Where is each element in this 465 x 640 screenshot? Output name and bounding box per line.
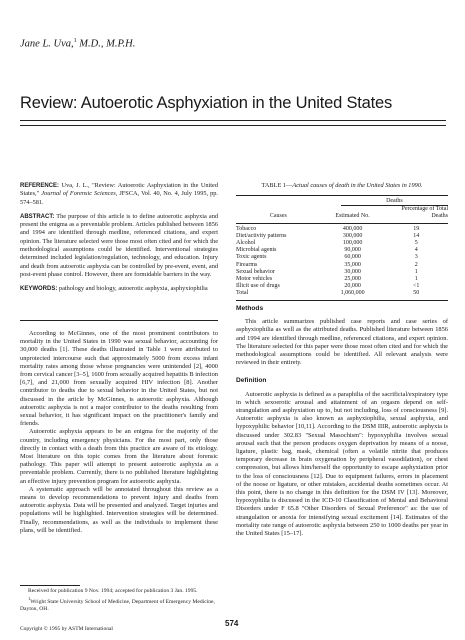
author-degrees: M.D., M.P.H. (79, 38, 136, 50)
footnotes (20, 588, 218, 613)
title-rule-top (20, 120, 446, 121)
table-row: Microbial agents 90,000 4 (236, 247, 418, 254)
keywords-paragraph (20, 285, 218, 293)
table-group-header-row (236, 196, 448, 206)
abstract-block (20, 182, 218, 300)
table-title-caption: Actual causes of death in the United States in 1990. (292, 182, 423, 189)
table-header-row (236, 206, 448, 223)
reference-tail: JFSCA, Vol. 40, No. 4, July 1995, pp. 574–581. (20, 190, 219, 206)
author-name: Jane L. Uva, (20, 38, 74, 50)
table-row: Tobacco 400,000 19 (236, 225, 420, 232)
table-title-prefix: TABLE 1— (261, 182, 293, 189)
deaths-group-header: Deaths (321, 196, 448, 206)
methods-heading: Methods (236, 305, 264, 312)
table-total-row: Total 1,060,000 50 (236, 290, 448, 300)
table-row: Firearms 35,000 2 (236, 261, 418, 268)
col-header-percentage: Percentage of Total Deaths (401, 206, 448, 220)
affiliation-text: Wright State University School of Medicine, Department of Emergency Medicine, Dayton, OH. (20, 598, 215, 612)
table-row: Alcohol 100,000 5 (236, 240, 418, 247)
table-row: Illicit use of drugs 20,000 <1 (236, 283, 420, 290)
reference-label: REFERENCE: (20, 183, 60, 189)
table-row: Diet/activity patterns 300,000 14 (236, 232, 420, 239)
reference-paragraph (20, 182, 218, 207)
keywords-label: KEYWORDS: (20, 286, 58, 293)
table-row: Toxic agents 60,000 3 (236, 254, 418, 261)
col-header-causes: Causes (269, 213, 287, 220)
abstract-label: ABSTRACT: (20, 213, 55, 220)
table-title (236, 182, 448, 189)
article-title: Review: Autoerotic Asphyxiation in the United States (20, 94, 393, 112)
reference-text: Uva, J. L., "Review: Autoerotic Asphyxiation in the United States," (20, 182, 218, 198)
definition-paragraph: Autoerotic asphyxia is defined as a paraphilia of the sacrificial/expiratory type in which sexoerotic arousal and attainment of an orgasm depend on self-strangulation and asphyxiation up to, but not including, loss of consciousness [9]. Autoerotic asphyxia is also known as asphyxiophilia, sexual asphyxia, and hypoxyphilic behavior [10,11]. According to the DSM IIIR, autoerotic asphyxia is discussed under 302.83 "Sexual Masochism": hypoxyphilia involves sexual arousal such that the person produces oxygen deprivation by means of a noose, ligature, plastic bag, mask, chemical (often a volatile nitrite that produces temporary decrease in brain oxygenation by peripheral vasodilation), or chest compression, but allows him/herself the opportunity to escape asphyxiation prior to the loss of consciousness [12]. Due to equipment failures, errors in placement of the noose or ligature, or other mistakes, accidental deaths sometimes occur. At this point, there is no change in this definition for the DSM IV [13]. Moreover, hypoxyphilia is discussed in the ICD-10 Classification of Mental and Behavioral Disorders under F 65.8 "Other Disorders of Sexual Preference" as: the use of strangulation or anoxia for intensifying sexual excitement [14]. Estimates of the mortality rate range of autoerotic asphyxia between 250 to 1000 deaths per year in the United States [15–17]. (236, 390, 448, 538)
body-paragraph: Autoerotic asphyxia appears to be an enigma for the majority of the country, including emergency physicians. For the most part, only those directly in contact with a death from this practice are aware of its etiology. Most literature on this topic comes from the literature about forensic pathology. This paper will attempt to present autoerotic asphyxia as a preventable problem. Currently, there is no published literature highlighting an effective injury prevention program for autoerotic asphyxia. (20, 428, 218, 485)
col-header-estimated: Estimated No. (335, 213, 370, 220)
author-footnote-marker: 1 (73, 38, 77, 44)
copyright-line: Copyright © 1995 by ASTM International (20, 626, 113, 632)
body-paragraph: A systematic approach will be annotated throughout this review as a means to develop recommendations to prevent injury and deaths from autoerotic asphyxia. Data will be presented and analyzed. Target injuries and populations will be highlighted. Intervention strategies will be determined. Finally, recommendations, as well as the individuals to implement these plans, will be identified. (20, 485, 218, 534)
authors-line (20, 38, 135, 50)
abstract-divider (20, 320, 218, 321)
abstract-paragraph (20, 213, 218, 279)
table-row: Motor vehicles 25,000 1 (236, 276, 418, 283)
footnote-divider (20, 585, 80, 586)
abstract-text: The purpose of this article is to define autoerotic asphyxia and present the enigma as a preventable problem. Articles published between 1856 and 1994 are identified through medline, referenced citations, and expert opinion. The literature selected were those most often cited and for which the methodological assumptions could be identified. Interventional strategies determined included legislation/regulation, technology, and education. Injury and death from autoerotic asphyxia can be controlled by pre-event, event, and post-event phase control. However, there are formidable barriers in the way. (20, 212, 218, 278)
left-column-body (20, 330, 218, 535)
page-number: 574 (225, 619, 239, 628)
table-row: Sexual behavior 30,000 1 (236, 268, 418, 275)
keywords-text: pathology and biology, autoerotic asphyxia, asphyxiophilia (58, 285, 208, 293)
body-paragraph: According to McGinnes, one of the most prominent contributors to mortality in the United States in 1990 was sexual behavior, accounting for 30,000 deaths [1]. These deaths illustrated in Table 1 were attributed to unprotected intercourse such that approximately 5000 from excess infant mortality rates among those whose pregnancies were unintended [2], 4000 from cervical cancer [3–5], 1600 from sexually acquired hepatitis B infection [6,7], and 21,000 from sexually acquired HIV infection [8]. Another contributor to deaths due to sexual behavior in the United States, but not discussed in the article by McGinnes, is autoerotic asphyxia. Although autoerotic asphyxia is not a major contributor to the deaths resulting from sexual behavior, it has significant impact on the practitioner's family and friends. (20, 330, 218, 428)
table-1 (236, 182, 448, 301)
right-column-body (236, 305, 448, 538)
affiliation-note (20, 595, 218, 613)
title-rule-bottom (20, 125, 446, 126)
affiliation-marker: 1 (28, 596, 31, 601)
received-note: Received for publication 9 Nov. 1994; accepted for publication 3 Jan. 1995. (28, 588, 198, 594)
methods-paragraph: This article summarizes published case reports and case series of asphyxiophilia as well as the attributed deaths. Published literature between 1856 and 1994 are identified through medline, referenced citations, and expert opinion. The literature selected for this paper were those most often cited and for which the methodological assumptions could be identified. All relevant analysis were reviewed in their entirety. (236, 318, 448, 367)
causes-table (236, 196, 448, 301)
reference-journal: Journal of Forensic Sciences, (41, 190, 118, 198)
definition-heading: Definition (236, 377, 267, 385)
